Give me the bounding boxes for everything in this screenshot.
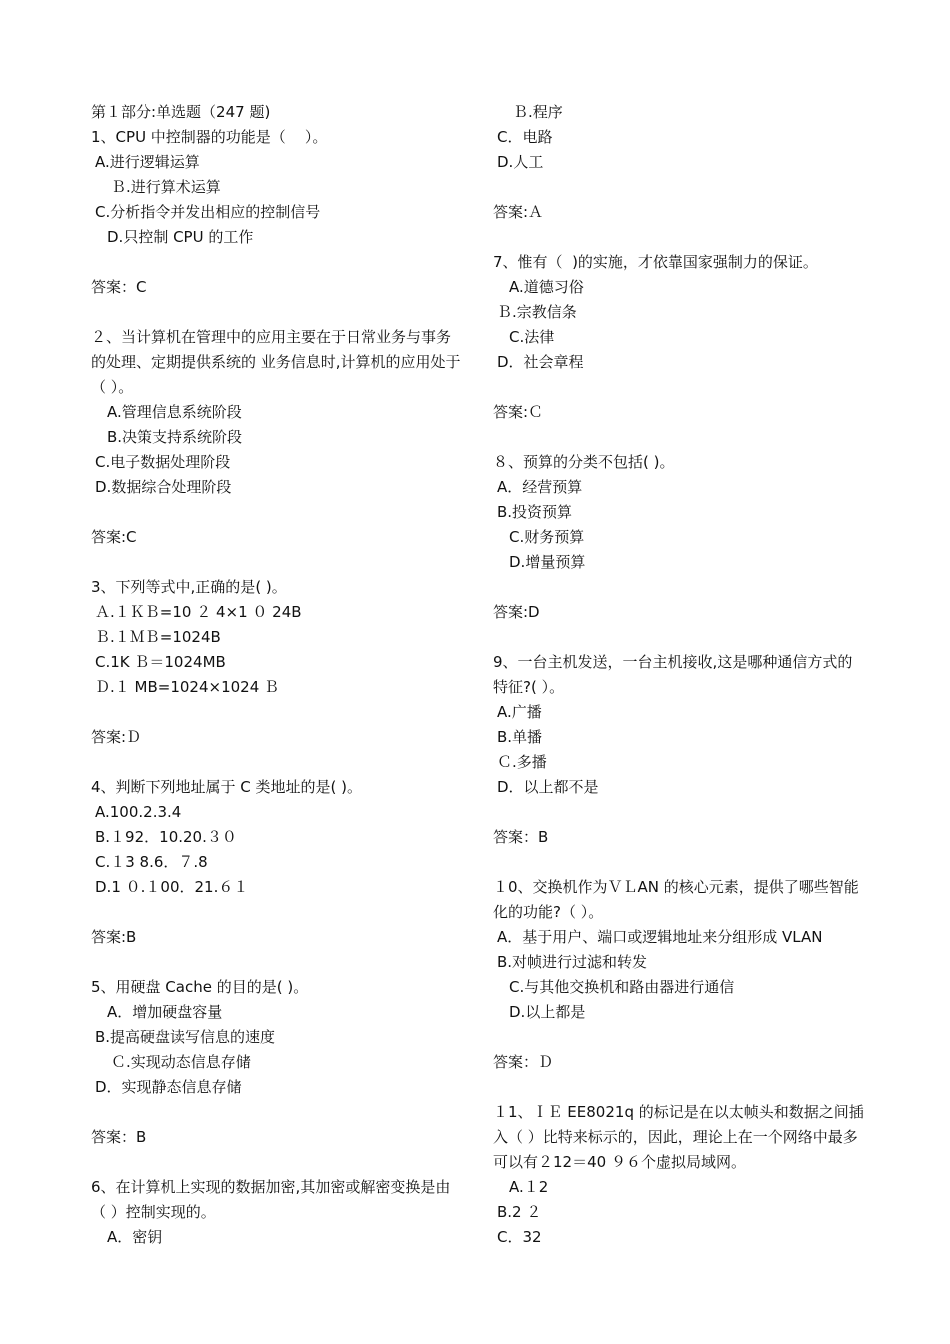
answer: 答案：B (91, 1128, 147, 1146)
question-8 (493, 450, 865, 650)
question-stem: 3、下列等式中,正确的是( )。 (91, 578, 287, 596)
question-stem: 7、惟有（ )的实施，才依靠国家强制力的保证。 (493, 253, 818, 271)
question-stem: 6、在计算机上实现的数据加密,其加密或解密变换是由 （ ）控制实现的。 (91, 1178, 451, 1221)
option-a: A．基于用户、端口或逻辑地址来分组形成 VLAN (497, 928, 823, 946)
question-5 (91, 975, 463, 1175)
question-2 (91, 325, 463, 575)
answer: 答案：Ｄ (493, 1053, 554, 1071)
option-a: A．增加硬盘容量 (107, 1003, 223, 1021)
option-c: C．电路 (497, 128, 553, 146)
option-a: A.进行逻辑运算 (95, 153, 200, 171)
question-6-continued (493, 100, 865, 250)
right-column (493, 100, 865, 1250)
option-d: D．社会章程 (497, 353, 584, 371)
answer: 答案:Ｄ (91, 728, 142, 746)
option-b: B.投资预算 (497, 503, 573, 521)
option-b: B.单播 (497, 728, 543, 746)
question-9 (493, 650, 865, 875)
option-b: B.对帧进行过滤和转发 (497, 953, 648, 971)
question-stem: １1、ＩＥ EE8021q 的标记是在以太帧头和数据之间插入（ ）比特来标示的，因此，理论上在一个网络中最多可以有２12＝40 ９６个虚拟局域网。 (493, 1103, 864, 1171)
question-stem: ８、预算的分类不包括( )。 (493, 453, 675, 471)
question-stem: 9、一台主机发送，一台主机接收,这是哪种通信方式的特征?( ）。 (493, 653, 853, 696)
question-stem: ２、当计算机在管理中的应用主要在于日常业务与事务的处理、定期提供系统的 业务信息时,计算机的应用处于（ ）。 (91, 328, 461, 396)
option-d: D.增量预算 (509, 553, 586, 571)
question-10 (493, 875, 865, 1100)
question-6 (91, 1175, 463, 1250)
answer: 答案:C (91, 528, 137, 546)
question-stem: 5、用硬盘 Cache 的目的是( )。 (91, 978, 309, 996)
option-d: Ｄ.１ MB=1024×1024 Ｂ (95, 678, 280, 696)
option-b: Ｂ.程序 (513, 103, 563, 121)
option-c: C.财务预算 (509, 528, 585, 546)
option-b: Ｂ.宗教信条 (497, 303, 577, 321)
option-b: Ｂ.进行算术运算 (111, 178, 221, 196)
option-b: B.2 ２ (497, 1203, 542, 1221)
question-3 (91, 575, 463, 775)
option-a: A.100.2.3.4 (95, 803, 182, 821)
question-stem: 1、CPU 中控制器的功能是（ ）。 (91, 128, 328, 146)
option-d: D．实现静态信息存储 (95, 1078, 242, 1096)
option-c: C.与其他交换机和路由器进行通信 (509, 978, 735, 996)
option-a: A.１2 (509, 1178, 549, 1196)
option-d: D.人工 (497, 153, 544, 171)
option-b: Ｂ.１ＭＢ=1024B (95, 628, 221, 646)
option-c: C.1K Ｂ＝1024MB (95, 653, 226, 671)
option-b: B.１92．10.20.３０ (95, 828, 237, 846)
option-a: A．密钥 (107, 1228, 163, 1246)
option-a: A．经营预算 (497, 478, 583, 496)
question-11 (493, 1100, 865, 1250)
option-c: C．32 (497, 1228, 542, 1246)
question-1 (91, 125, 463, 325)
answer: 答案:Ｃ (493, 403, 544, 421)
option-a: A.管理信息系统阶段 (107, 403, 242, 421)
question-stem: １0、交换机作为ＶＬAN 的核心元素，提供了哪些智能化的功能?（ ）。 (493, 878, 859, 921)
option-a: A.广播 (497, 703, 542, 721)
section-heading: 第１部分:单选题（247 题) (91, 103, 271, 121)
answer: 答案：C (91, 278, 147, 296)
option-c: C.法律 (509, 328, 555, 346)
question-stem: 4、判断下列地址属于 C 类地址的是( )。 (91, 778, 363, 796)
question-7 (493, 250, 865, 450)
option-c: Ｃ.多播 (497, 753, 547, 771)
option-d: D.只控制 CPU 的工作 (107, 228, 254, 246)
option-c: C.１3 8.6．７.8 (95, 853, 208, 871)
question-4 (91, 775, 463, 975)
answer: 答案:Ａ (493, 203, 544, 221)
option-b: B.提高硬盘读写信息的速度 (95, 1028, 276, 1046)
answer: 答案:B (91, 928, 137, 946)
option-b: B.决策支持系统阶段 (107, 428, 243, 446)
answer: 答案:D (493, 603, 540, 621)
option-d: D．以上都不是 (497, 778, 599, 796)
option-c: C.电子数据处理阶段 (95, 453, 231, 471)
option-d: D.数据综合处理阶段 (95, 478, 232, 496)
option-c: C.分析指令并发出相应的控制信号 (95, 203, 321, 221)
left-column (91, 100, 463, 1250)
option-d: D.1 ０.１00．21.６１ (95, 878, 249, 896)
option-d: D.以上都是 (509, 1003, 586, 1021)
option-a: Ａ.１ＫＢ=10 ２ 4×1 ０ 24B (95, 603, 302, 621)
option-c: Ｃ.实现动态信息存储 (111, 1053, 251, 1071)
option-a: A.道德习俗 (509, 278, 584, 296)
answer: 答案：B (493, 828, 549, 846)
